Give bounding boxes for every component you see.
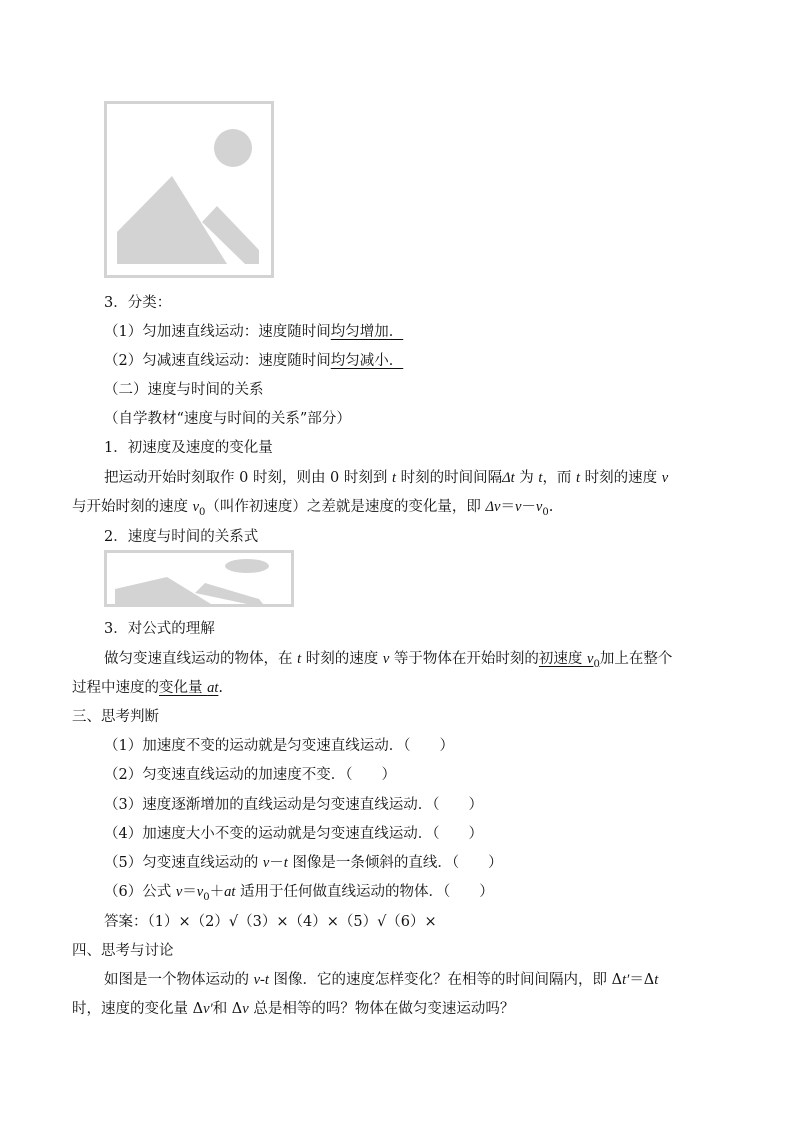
discussion-title: 四、思考与讨论 (72, 943, 174, 959)
answer-blank: 变化量 at (159, 680, 219, 696)
section-3-item-2: （2）匀减速直线运动：速度随时间均匀减小． (104, 353, 404, 369)
point-3-paragraph-line-2: 过程中速度的变化量 at. (72, 680, 223, 696)
answer-line: 答案：（1）×（2）√（3）×（4）×（5）√（6）× (104, 914, 437, 930)
answer-blank: 初速度 $v_0$ (538, 651, 600, 670)
formula-image-placeholder (104, 550, 294, 607)
image-placeholder (104, 101, 274, 278)
section-3-item-1: （1）匀加速直线运动：速度随时间均匀增加． (104, 324, 404, 340)
answer-blank: 均匀减小． (330, 353, 404, 369)
answer-blank: 均匀增加． (330, 324, 404, 340)
image-placeholder-icon (107, 553, 291, 604)
point-1-paragraph-line-2: 与开始时刻的速度 $v_0$（叫作初速度）之差就是速度的变化量，即 $\Delta v=v-v_0$. (72, 499, 554, 518)
point-1-title: 1．初速度及速度的变化量 (104, 440, 273, 456)
judge-item-2: （2）匀变速直线运动的加速度不变．（ ） (104, 767, 396, 783)
section-3-title: 3．分类： (104, 295, 172, 311)
discussion-paragraph-line-2: 时，速度的变化量 Δv′和 Δv 总是相等的吗？物体在做匀变速运动吗？ (72, 1001, 515, 1017)
judge-item-1: （1）加速度不变的运动就是匀变速直线运动．（ ） (104, 738, 454, 754)
part-2-note: （自学教材“速度与时间的关系”部分） (104, 411, 351, 427)
part-2-title: （二）速度与时间的关系 (104, 382, 264, 398)
image-placeholder-icon (107, 104, 271, 275)
point-2-title: 2．速度与时间的关系式 (104, 529, 259, 545)
judge-item-3: （3）速度逐渐增加的直线运动是匀变速直线运动．（ ） (104, 797, 483, 813)
judge-item-6: （6）公式 $v=v_0+at$ 适用于任何做直线运动的物体．（ ） (104, 884, 494, 903)
judge-section-title: 三、思考判断 (72, 709, 159, 725)
point-1-paragraph-line-1: 把运动开始时刻取作 0 时刻，则由 0 时刻到 t 时刻的时间间隔Δt 为 t，而 t 时刻的速度 v (104, 470, 669, 486)
judge-item-5: （5）匀变速直线运动的 v－t 图像是一条倾斜的直线．（ ） (104, 855, 503, 871)
point-3-paragraph-line-1: 做匀变速直线运动的物体，在 t 时刻的速度 v 等于物体在开始时刻的初速度 $v_0$加上在整个 (104, 651, 673, 670)
discussion-paragraph-line-1: 如图是一个物体运动的 v-t 图像．它的速度怎样变化？在相等的时间间隔内，即 Δt′＝Δt (104, 972, 659, 988)
point-3-title: 3．对公式的理解 (104, 621, 215, 637)
judge-item-4: （4）加速度大小不变的运动就是匀变速直线运动．（ ） (104, 826, 483, 842)
